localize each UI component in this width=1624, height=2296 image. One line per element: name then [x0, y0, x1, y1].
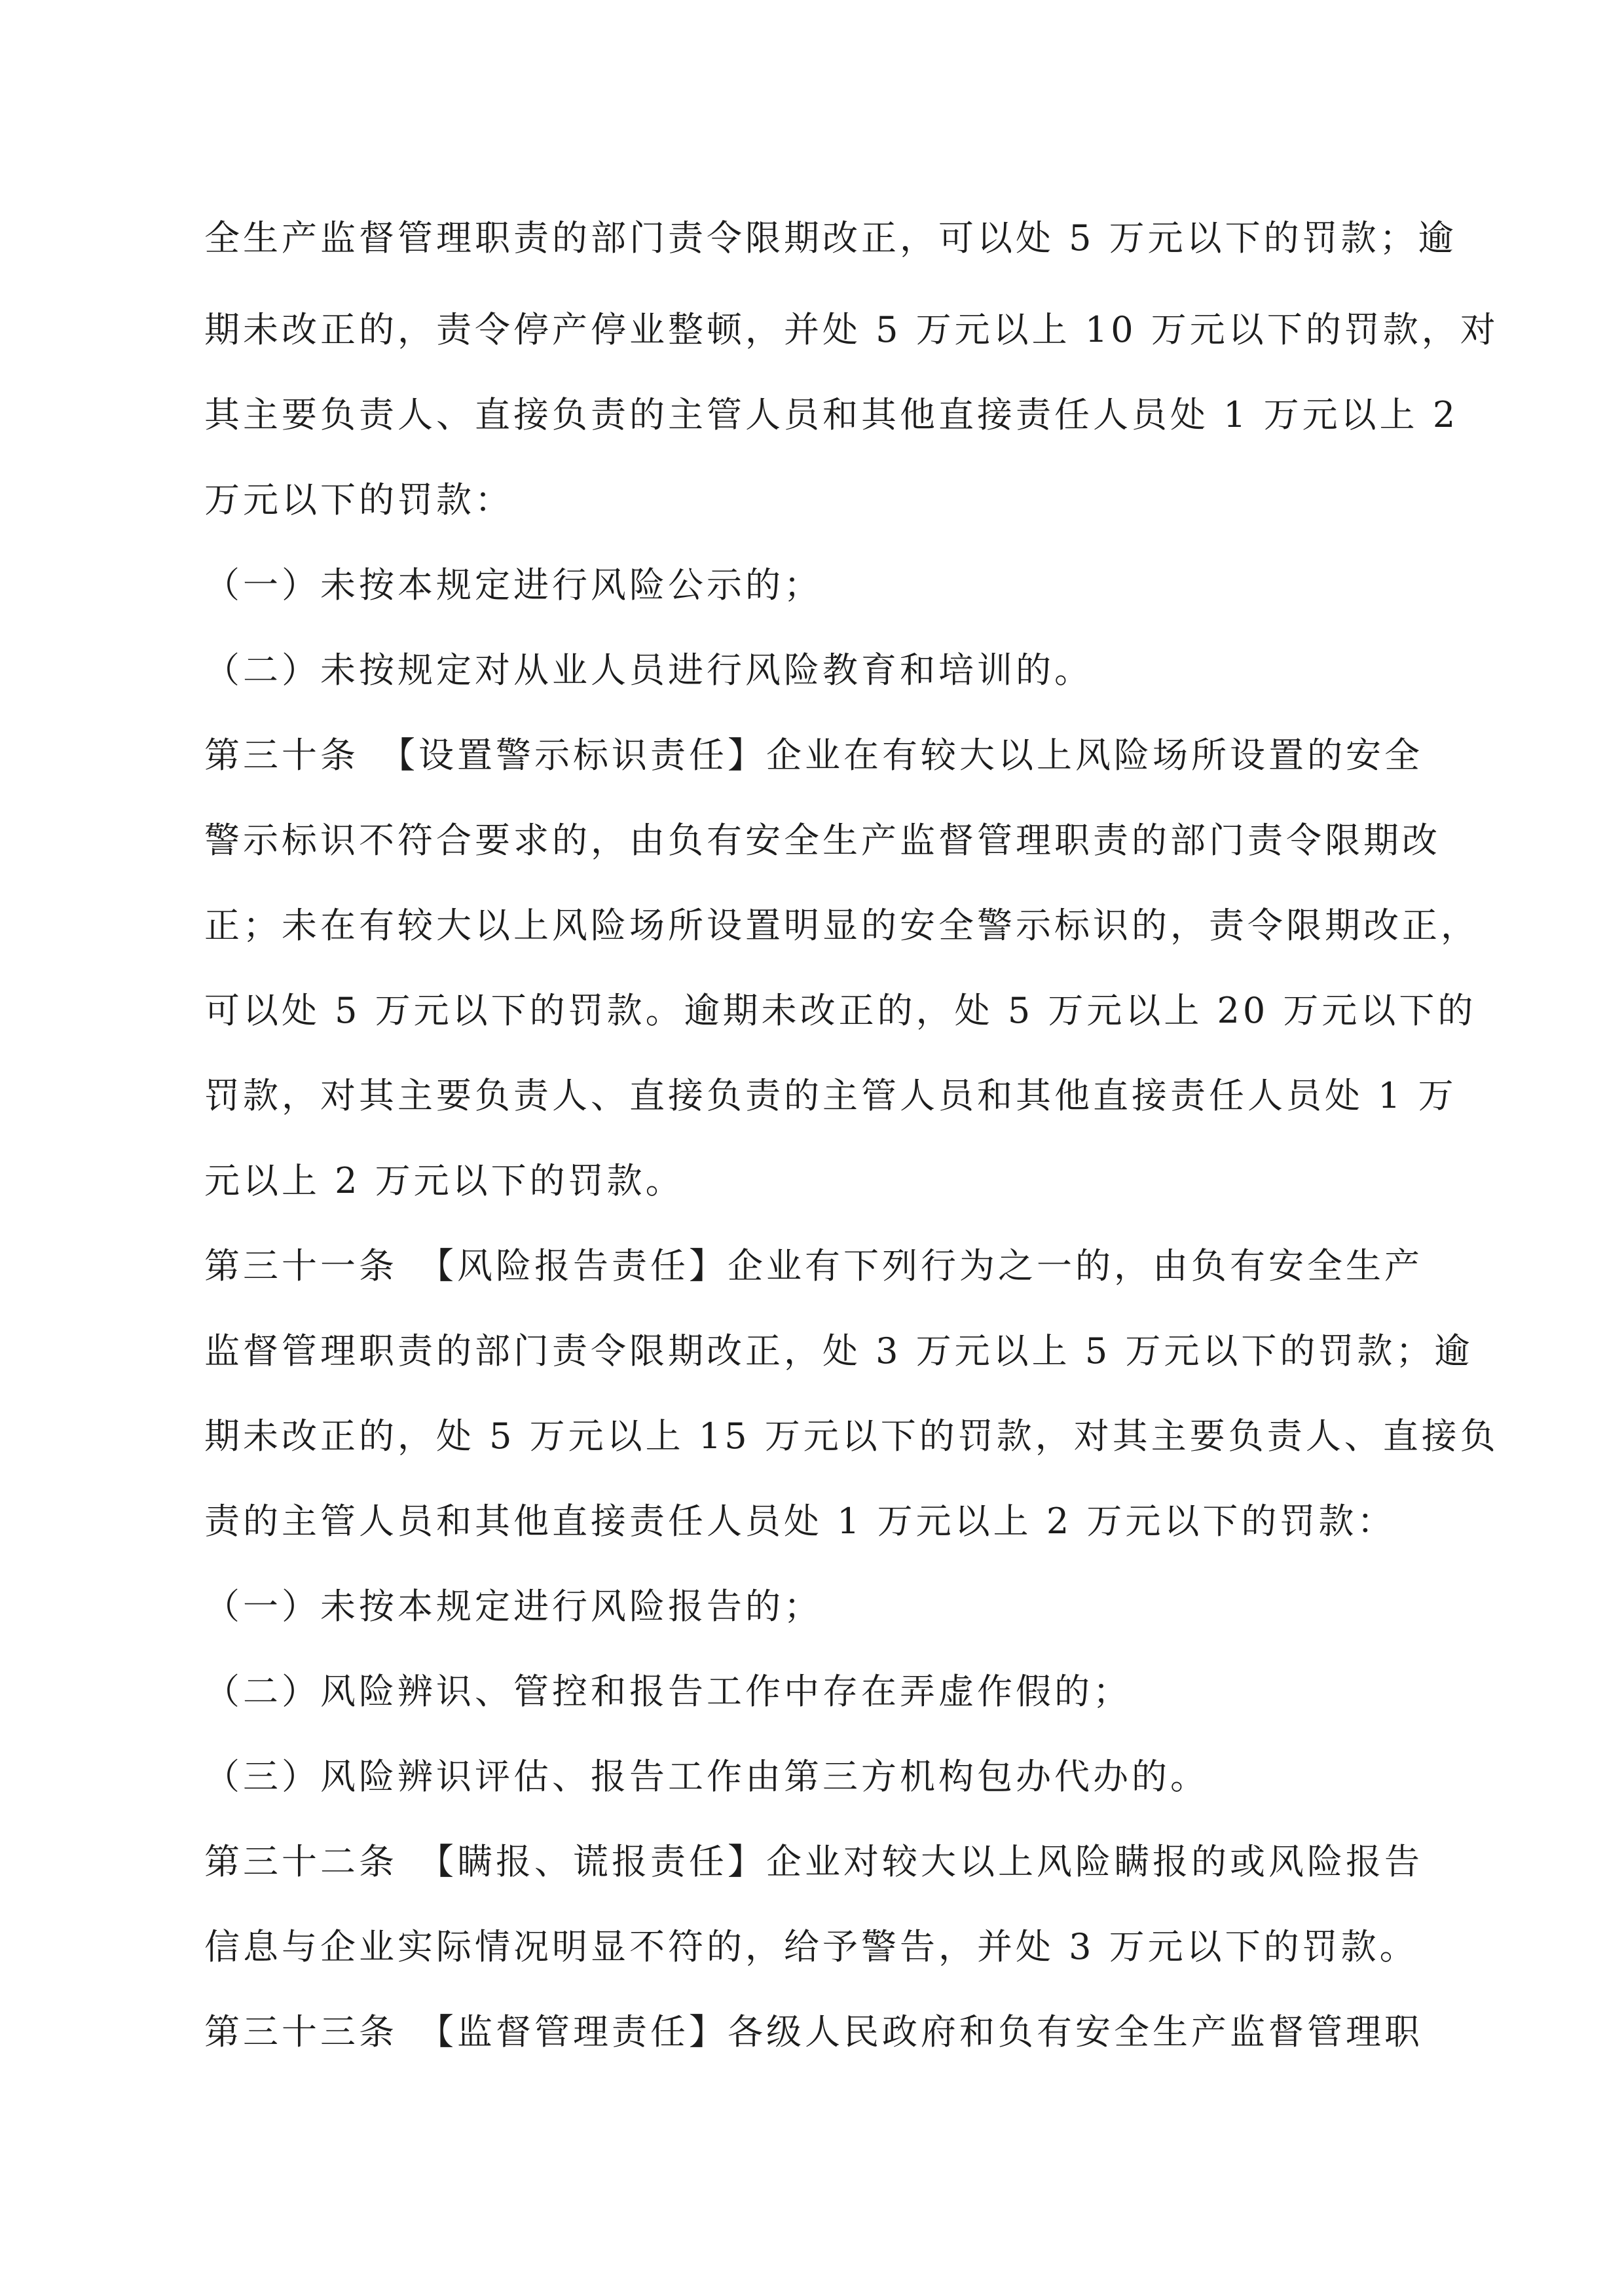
text-line: 期未改正的，处 5 万元以上 15 万元以下的罚款，对其主要负责人、直接负: [204, 1415, 1499, 1457]
list-item: （二）风险辨识、管控和报告工作中存在弄虚作假的；: [204, 1671, 1132, 1712]
article-heading-line: 第三十二条 【瞒报、谎报责任】企业对较大以上风险瞒报的或风险报告: [204, 1841, 1423, 1882]
list-item: （二）未按规定对从业人员进行风险教育和培训的。: [204, 649, 1093, 691]
article-heading-line: 第三十一条 【风险报告责任】企业有下列行为之一的，由负有安全生产: [204, 1245, 1423, 1286]
text-line: 可以处 5 万元以下的罚款。逾期未改正的，处 5 万元以上 20 万元以下的: [204, 990, 1477, 1031]
text-line: 信息与企业实际情况明显不符的，给予警告，并处 3 万元以下的罚款。: [204, 1926, 1418, 1967]
article-heading-line: 第三十三条 【监督管理责任】各级人民政府和负有安全生产监督管理职: [204, 2011, 1423, 2052]
text-line: 其主要负责人、直接负责的主管人员和其他直接责任人员处 1 万元以上 2: [204, 394, 1459, 435]
text-line: 万元以下的罚款：: [204, 479, 513, 520]
text-line: 元以上 2 万元以下的罚款。: [204, 1160, 684, 1201]
list-item: （一）未按本规定进行风险公示的；: [204, 564, 822, 606]
text-line: 正；未在有较大以上风险场所设置明显的安全警示标识的，责令限期改正，: [204, 905, 1479, 946]
text-line: 罚款，对其主要负责人、直接负责的主管人员和其他直接责任人员处 1 万: [204, 1075, 1457, 1116]
text-line: 警示标识不符合要求的，由负有安全生产监督管理职责的部门责令限期改: [204, 820, 1441, 861]
list-item: （三）风险辨识评估、报告工作由第三方机构包办代办的。: [204, 1756, 1209, 1797]
text-line: 监督管理职责的部门责令限期改正，处 3 万元以上 5 万元以下的罚款；逾: [204, 1330, 1473, 1372]
article-heading-line: 第三十条 【设置警示标识责任】企业在有较大以上风险场所设置的安全: [204, 735, 1423, 776]
text-line: 责的主管人员和其他直接责任人员处 1 万元以上 2 万元以下的罚款：: [204, 1501, 1396, 1542]
list-item: （一）未按本规定进行风险报告的；: [204, 1586, 822, 1627]
text-line: 期未改正的，责令停产停业整顿，并处 5 万元以上 10 万元以下的罚款，对: [204, 309, 1499, 350]
text-line: 全生产监督管理职责的部门责令限期改正，可以处 5 万元以下的罚款；逾: [204, 217, 1457, 259]
